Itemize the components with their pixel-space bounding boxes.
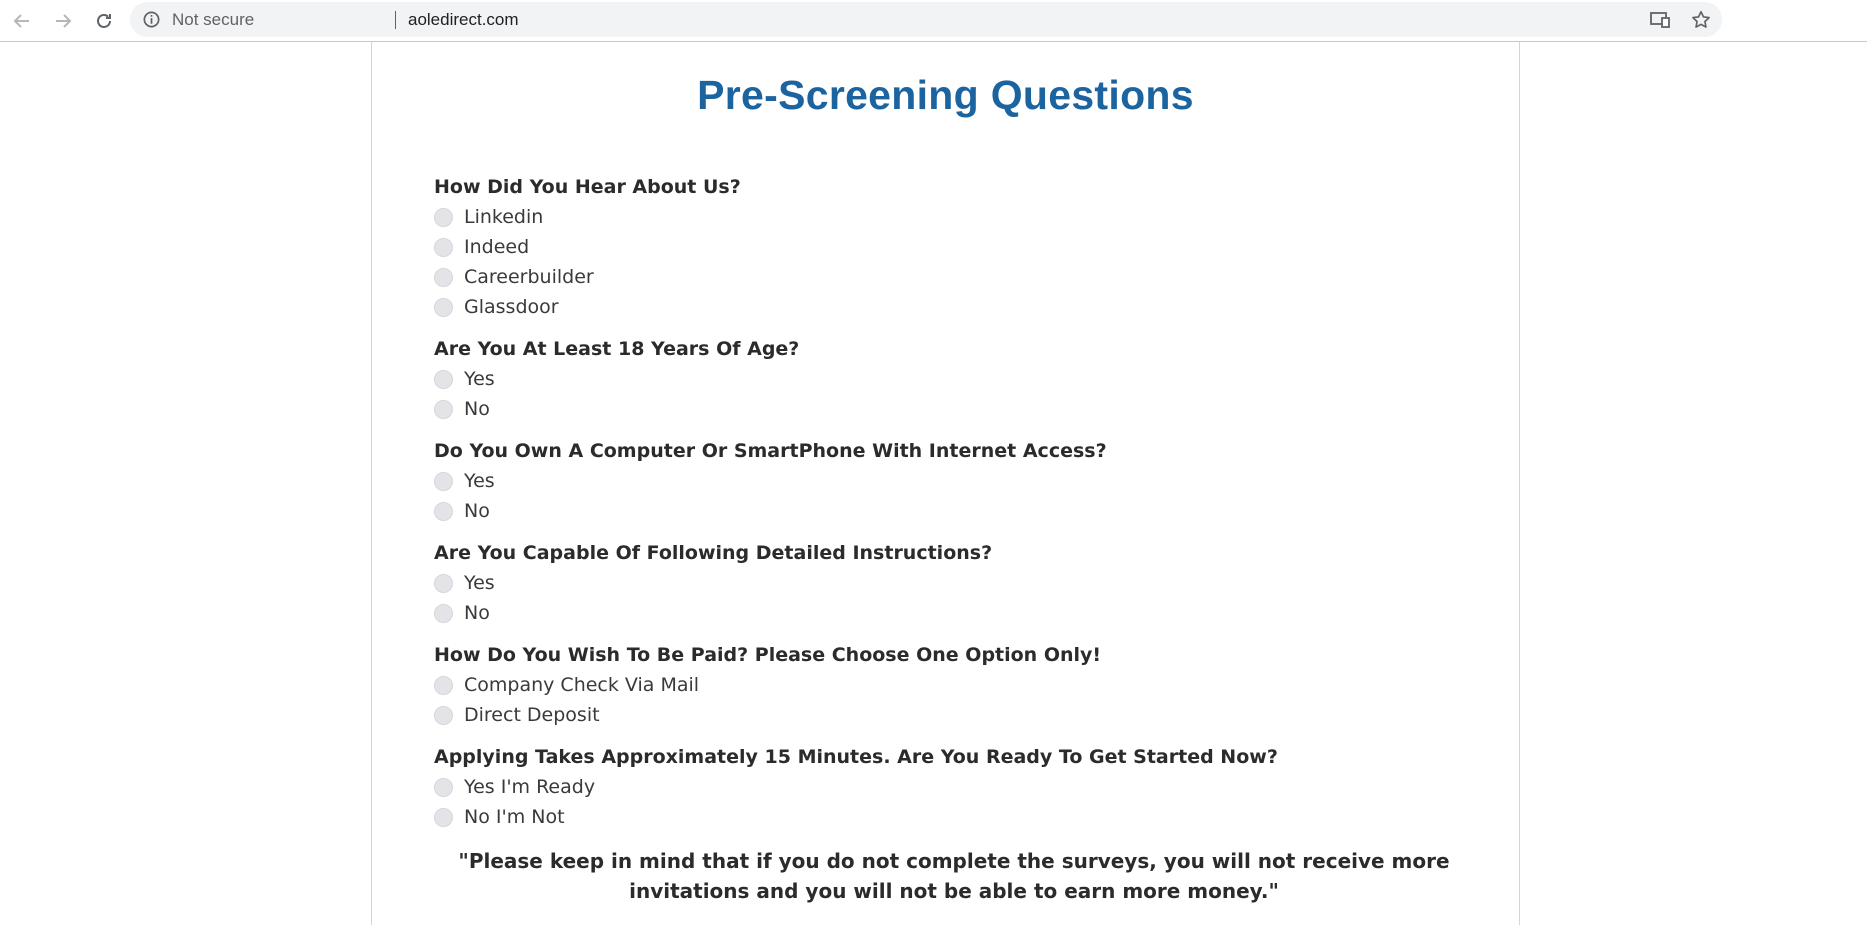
question-payment: How Do You Wish To Be Paid? Please Choose One Option Only! [434,644,1102,666]
option-label: Direct Deposit [464,704,600,726]
option-label: Linkedin [464,206,544,228]
option-careerbuilder[interactable] [434,262,1474,292]
back-arrow-icon [12,11,32,31]
question-instructions: Are You Capable Of Following Detailed Instructions? [434,542,993,564]
option-label: Yes [464,470,495,492]
forward-button[interactable] [48,6,78,36]
question-heard-about: How Did You Hear About Us? [434,176,741,198]
option-label: Indeed [464,236,530,258]
reload-icon [94,11,114,31]
option-instructions-no[interactable] [434,598,1474,628]
forward-arrow-icon [53,11,73,31]
radio-button[interactable] [434,574,453,593]
option-label: Glassdoor [464,296,559,318]
option-glassdoor[interactable] [434,292,1474,322]
radio-button[interactable] [434,268,453,287]
radio-button[interactable] [434,472,453,491]
option-linkedin[interactable] [434,202,1474,232]
option-direct-deposit[interactable] [434,700,1474,730]
radio-button[interactable] [434,676,453,695]
info-icon[interactable] [142,10,161,29]
radio-button[interactable] [434,808,453,827]
option-instructions-yes[interactable] [434,568,1474,598]
radio-button[interactable] [434,370,453,389]
radio-button[interactable] [434,502,453,521]
question-ready: Applying Takes Approximately 15 Minutes. Are You Ready To Get Started Now? [434,746,1278,768]
option-age-no[interactable] [434,394,1474,424]
option-label: No [464,500,490,522]
back-button[interactable] [7,6,37,36]
security-label[interactable]: Not secure [172,10,255,29]
option-company-check[interactable] [434,670,1474,700]
option-label: No [464,602,490,624]
radio-button[interactable] [434,778,453,797]
option-label: Company Check Via Mail [464,674,700,696]
option-label: Yes [464,572,495,594]
page-title: Pre-Screening Questions [697,72,1194,118]
radio-button[interactable] [434,238,453,257]
browser-toolbar [0,0,1867,42]
radio-button[interactable] [434,208,453,227]
option-label: No I'm Not [464,806,565,828]
address-bar[interactable] [130,2,1722,37]
reload-button[interactable] [89,6,119,36]
radio-button[interactable] [434,400,453,419]
address-separator [395,11,396,29]
pre-screening-form [434,172,1474,906]
survey-note: "Please keep in mind that if you do not complete the surveys, you will not receive more invitations and you will not be able to earn more money." [458,849,1450,903]
option-age-yes[interactable] [434,364,1474,394]
option-label: Careerbuilder [464,266,594,288]
url-text[interactable]: aoledirect.com [408,10,519,29]
radio-button[interactable] [434,298,453,317]
option-ready-yes[interactable] [434,772,1474,802]
page-content [371,42,1520,925]
bookmark-star-icon[interactable] [1690,9,1712,31]
option-computer-no[interactable] [434,496,1474,526]
question-age: Are You At Least 18 Years Of Age? [434,338,800,360]
option-label: Yes [464,368,495,390]
option-label: Yes I'm Ready [464,776,596,798]
radio-button[interactable] [434,706,453,725]
install-app-icon[interactable] [1649,10,1671,30]
option-ready-no[interactable] [434,802,1474,832]
option-indeed[interactable] [434,232,1474,262]
radio-button[interactable] [434,604,453,623]
question-computer-access: Do You Own A Computer Or SmartPhone With Internet Access? [434,440,1107,462]
option-label: No [464,398,490,420]
option-computer-yes[interactable] [434,466,1474,496]
